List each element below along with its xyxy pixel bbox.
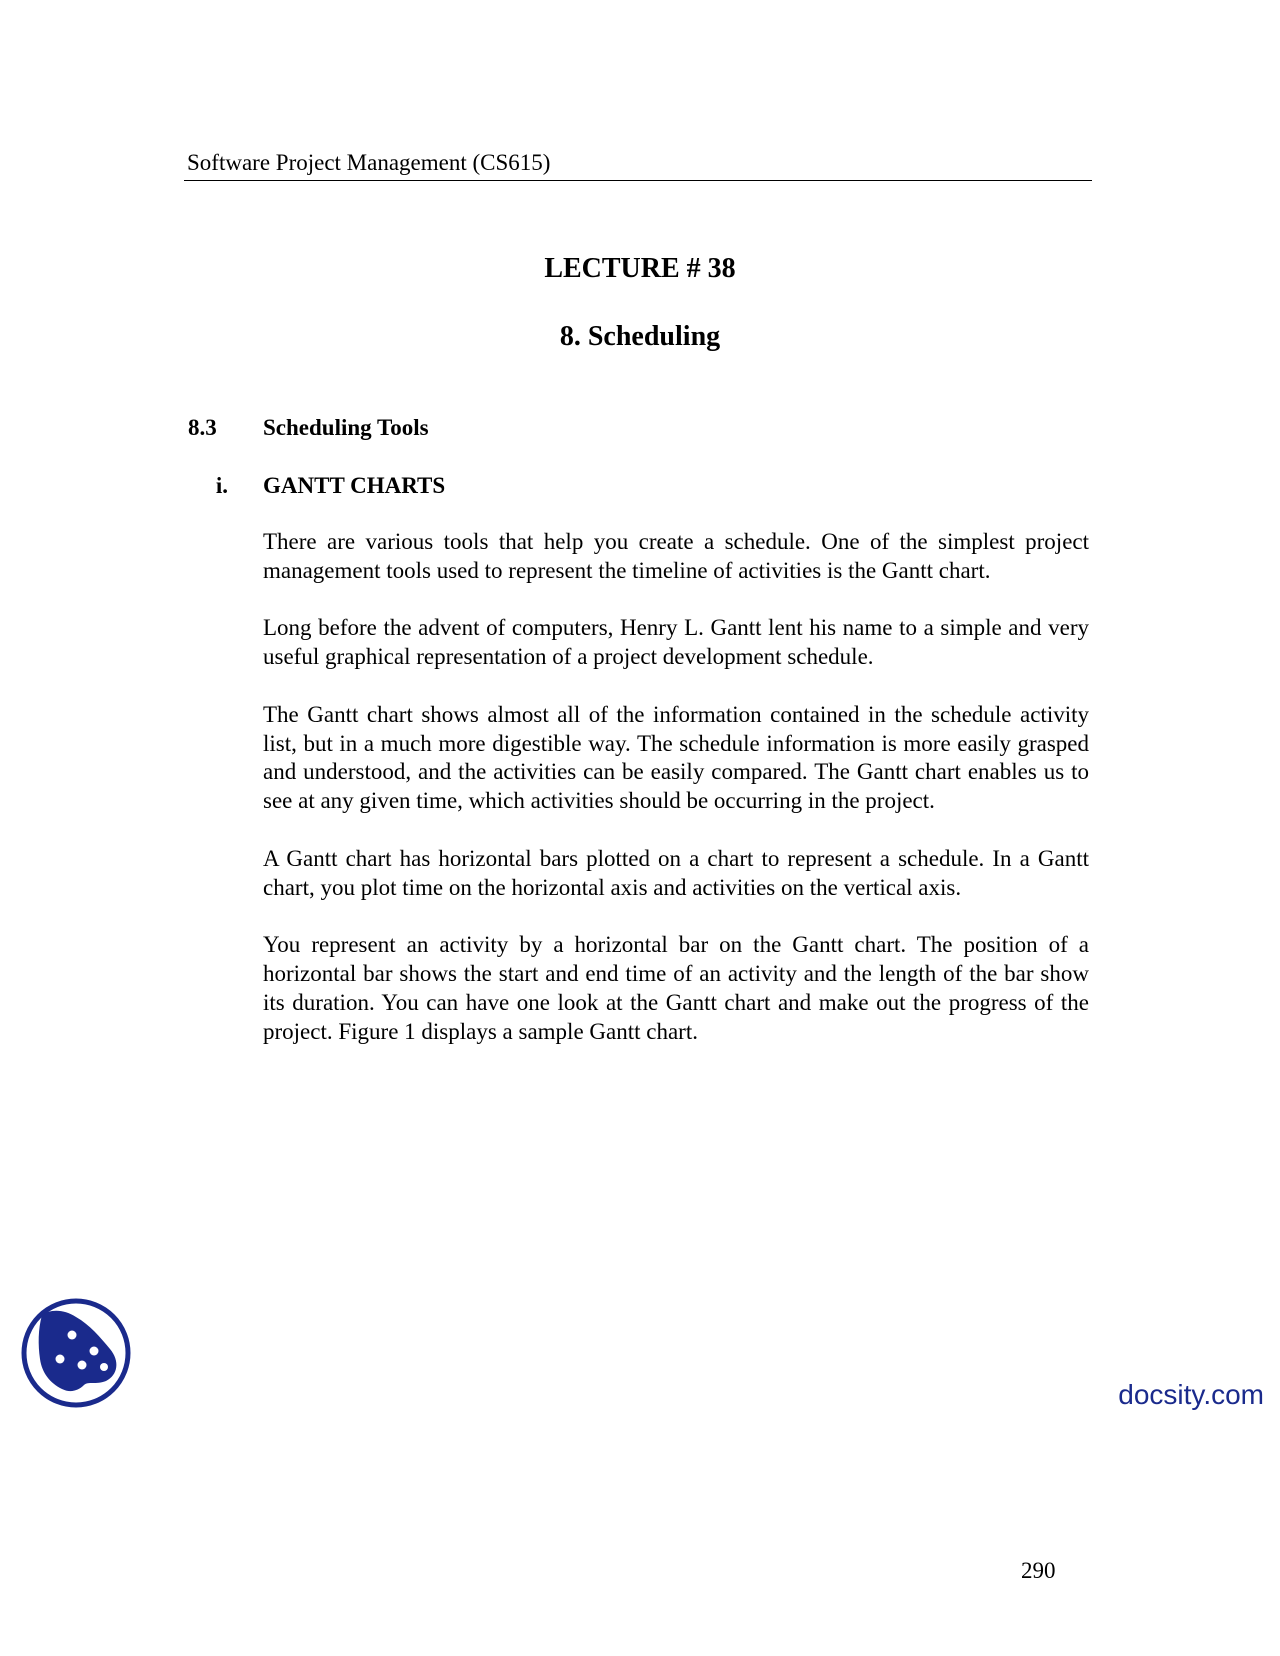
lecture-title: LECTURE # 38: [544, 253, 736, 284]
brand-text: docsity.com: [1118, 1379, 1264, 1410]
paragraph: You represent an activity by a horizontal bar on the Gantt chart. The position of a horizontal bar shows the start and end time of an activity and the length of the bar show its duration. You can have one look at the Gantt chart and make out the progress of the project. Figure 1 displays a sample Gantt chart.: [263, 932, 1089, 1044]
section-number: 8.3: [188, 415, 217, 440]
subsection-number: i.: [215, 473, 228, 498]
section-title: Scheduling Tools: [263, 415, 429, 440]
docsity-logo-icon: [20, 1297, 132, 1409]
subsection-title: GANTT CHARTS: [263, 473, 446, 498]
chapter-title: 8. Scheduling: [559, 321, 721, 352]
running-header: Software Project Management (CS615): [187, 150, 551, 175]
page-number: [1021, 1558, 1056, 1583]
paragraph: There are various tools that help you create a schedule. One of the simplest project management tools used to represent the timeline of activities is the Gantt chart.: [263, 529, 1089, 583]
paragraph: The Gantt chart shows almost all of the information contained in the schedule activity list, but in a much more digestible way. The schedule information is more easily grasped and understood, and the activities can be easily compared. The Gantt chart enables us to see at any given time, which activities should be occurring in the project.: [263, 701, 1089, 814]
page-number-value: 290: [1021, 1558, 1056, 1583]
paragraph: A Gantt chart has horizontal bars plotted on a chart to represent a schedule. In a Gantt chart, you plot time on the horizontal axis and activities on the vertical axis.: [263, 845, 1089, 900]
header-rule: [184, 180, 1092, 181]
paragraph: Long before the advent of computers, Henry L. Gantt lent his name to a simple and very useful graphical representation of a project development schedule.: [263, 615, 1089, 670]
body-text: [263, 528, 1089, 1075]
